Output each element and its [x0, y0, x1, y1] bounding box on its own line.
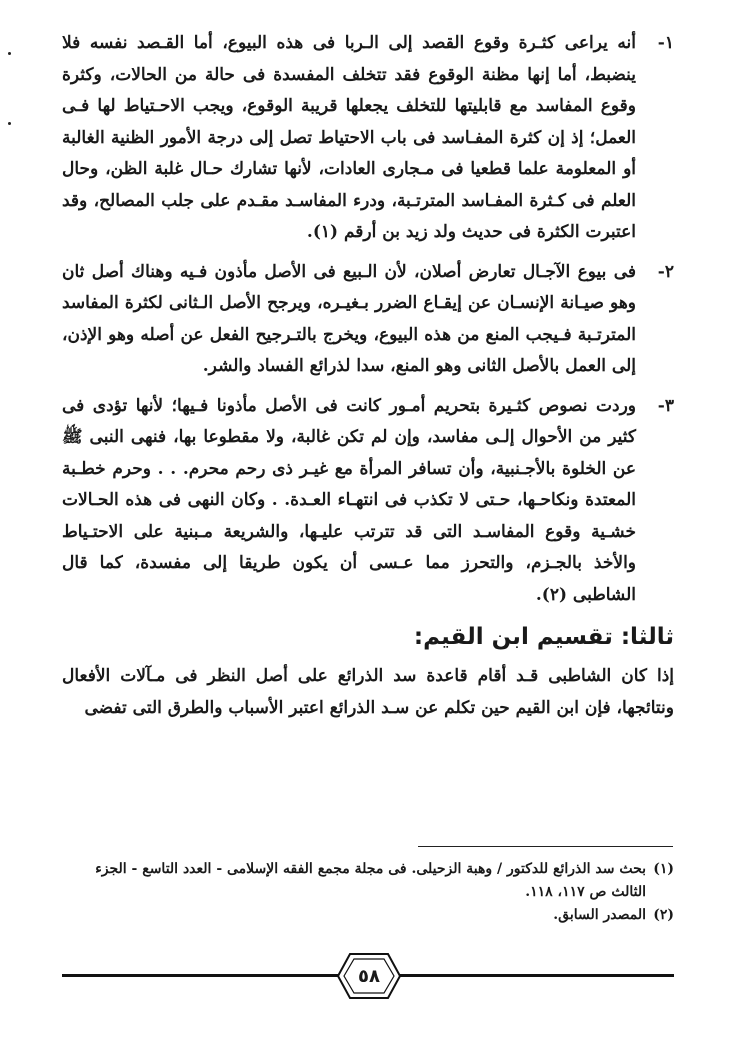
footnote — [62, 904, 674, 927]
page-number-badge — [336, 950, 402, 1002]
list-item — [62, 257, 674, 383]
footnote-mark: (٢) — [653, 907, 674, 923]
footnote-text: بحث سد الذرائع للدكتور / وهبة الزحيلى. فى مجلة مجمع الفقه الإسلامى - العدد التاسع - الجزء الثالث ص ١١٧، ١١٨. — [95, 861, 646, 900]
list-item — [62, 28, 674, 249]
item-text: وردت نصوص كثـيرة بتحريم أمـور كانت فى الأصل مأذونا فـيها؛ لأنها تؤدى فى كثير من الأحوال إلـى مفاسد، وإن لم تكن غالبة، ولا مقطوعا بها، فنهى النبى ﷺ عن الخلوة بالأجـنبية، وأن تسافر المرأة مع غيـر ذى رحم محرم. . . وحرم خطـبة المعتدة ونكاحـها، حـتى لا تكذب فى انتهـاء العـدة. . وكان النهى فى هذه الحـالات خشـية وقوع المفاسـد التى قد تترتب عليـها، والشريعة مـبنية على الاحتـياط والأخذ بالجـزم، والتحرز مما عـسى أن يكون طريقا إلى مفسدة، كما قال الشاطبى (٢). — [62, 395, 636, 605]
section-heading: ثالثا: تقسيم ابن القيم: — [413, 624, 674, 650]
item-number: ١- — [657, 33, 674, 53]
item-number: ٢- — [657, 261, 674, 282]
footnote-text: المصدر السابق. — [553, 907, 646, 923]
margin-dot — [8, 122, 11, 125]
footer-rule-left — [62, 974, 346, 977]
footer-rule-right — [392, 974, 674, 977]
page-number: ٥٨ — [358, 965, 380, 987]
body-paragraph: إذا كان الشاطبى قـد أقام قاعدة سد الذرائع على أصل النظر فى مـآلات الأفعال ونتائجها، فإن ابن القيم حين تكلم عن سـد الذرائع اعتبر الأسباب والطرق التى تفضى — [62, 666, 674, 718]
item-text: فى بيوع الآجـال تعارض أصلان، لأن الـبيع فى الأصل مأذون فـيه وهناك أصل ثان وهو صيـانة الإنسـان عن إيقـاع الضرر بـغيـره، ويرجح الأصل الـثانى لكثرة المفاسد المترتـبة فـيجب المنع من هذه البيوع، ويخرج بالتـرجيح الفعل عن أصله وهو الإذن، إلى العمل بالأصل الثانى وهو المنع، سدا لذرائع الفساد والشر. — [62, 261, 636, 376]
footnotes — [62, 858, 674, 927]
margin-dot — [8, 52, 11, 55]
page-body — [62, 28, 674, 724]
item-number: ٣- — [657, 395, 674, 416]
footnote-divider — [418, 846, 673, 847]
footnote — [62, 858, 674, 904]
footnote-mark: (١) — [653, 861, 674, 877]
item-text: أنه يراعى كثـرة وقوع القصد إلى الـربا فى هذه البيوع، أما القـصد نفسه فلا ينضبط، أما إنها مظنة الوقوع فقد تتخلف المفسدة فى حالة من الحالات، وكثرة وقوع المفاسد مع قابليتها للتخلف يجعلها قريبة الوقوع، ويجب الاحـتياط لها فـى العمل؛ إذ إن كثرة المفـاسد فى باب الاحتياط تصل إلى درجة الأمور الظنية الغالبة أو المعلومة علما قطعيا فى مـجارى العادات، لأنها تشارك حـال غلبة الظن، وحال العلم فى كـثرة المفـاسد المترتـبة، ودرء المفاسـد مقـدم على جلب المصالح، وقد اعتبرت الكثرة فى حديث ولد زيد بن أرقم (١). — [62, 33, 636, 242]
list-item — [62, 391, 674, 612]
